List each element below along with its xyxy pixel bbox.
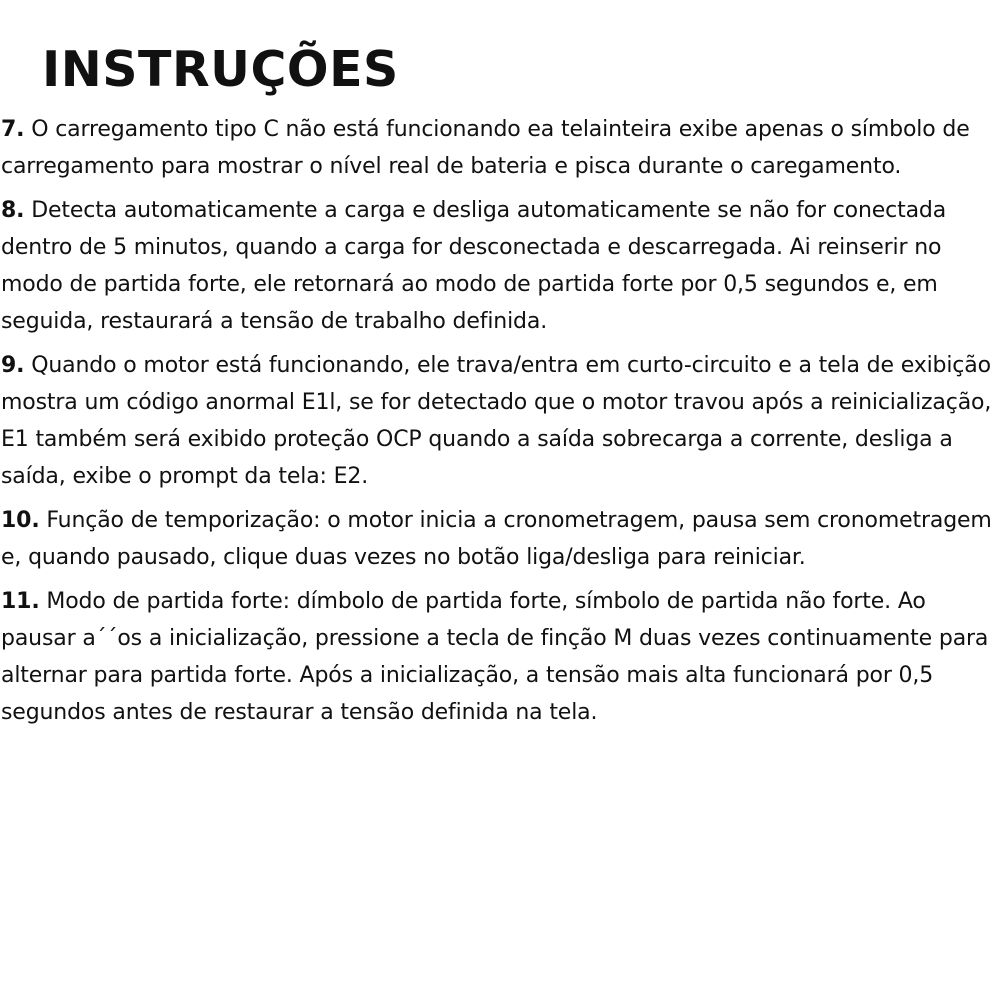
instruction-list <box>1 111 999 738</box>
item-number: 8. <box>1 198 25 223</box>
instruction-item-11 <box>1 583 999 731</box>
instruction-item-9 <box>1 347 999 495</box>
item-number: 10. <box>1 508 40 533</box>
item-text: Detecta automaticamente a carga e desliga automaticamente se não for conectada dentro de 5 minutos, quando a carga for desconectada e descarregada. Ai reinserir no modo de partida forte, ele retornará ao modo de partida forte por 0,5 segundos e, em seguida, restaurará a tensão de trabalho definida. <box>1 198 947 334</box>
item-number: 11. <box>1 589 40 614</box>
instruction-item-7 <box>1 111 999 185</box>
instruction-item-8 <box>1 192 999 340</box>
item-text: O carregamento tipo C não está funcionando ea telainteira exibe apenas o símbolo de carregamento para mostrar o nível real de bateria e pisca durante o caregamento. <box>1 117 970 179</box>
item-text: Modo de partida forte: dímbolo de partida forte, símbolo de partida não forte. Ao pausar a´´os a inicialização, pressione a tecla de finção M duas vezes continuamente para alternar para partida forte. Após a inicialização, a tensão mais alta funcionará por 0,5 segundos antes de restaurar a tensão definida na tela. <box>1 589 989 725</box>
item-number: 9. <box>1 353 25 378</box>
instruction-item-10 <box>1 502 999 576</box>
item-number: 7. <box>1 117 25 142</box>
item-text: Função de temporização: o motor inicia a cronometragem, pausa sem cronometragem e, quando pausado, clique duas vezes no botão liga/desliga para reiniciar. <box>1 508 992 570</box>
page-title: INSTRUÇÕES <box>42 41 399 98</box>
item-text: Quando o motor está funcionando, ele trava/entra em curto-circuito e a tela de exibição mostra um código anormal E1l, se for detectado que o motor travou após a reinicialização, E1 também será exibido proteção OCP quando a saída sobrecarga a corrente, desliga a saída, exibe o prompt da tela: E2. <box>1 353 992 489</box>
